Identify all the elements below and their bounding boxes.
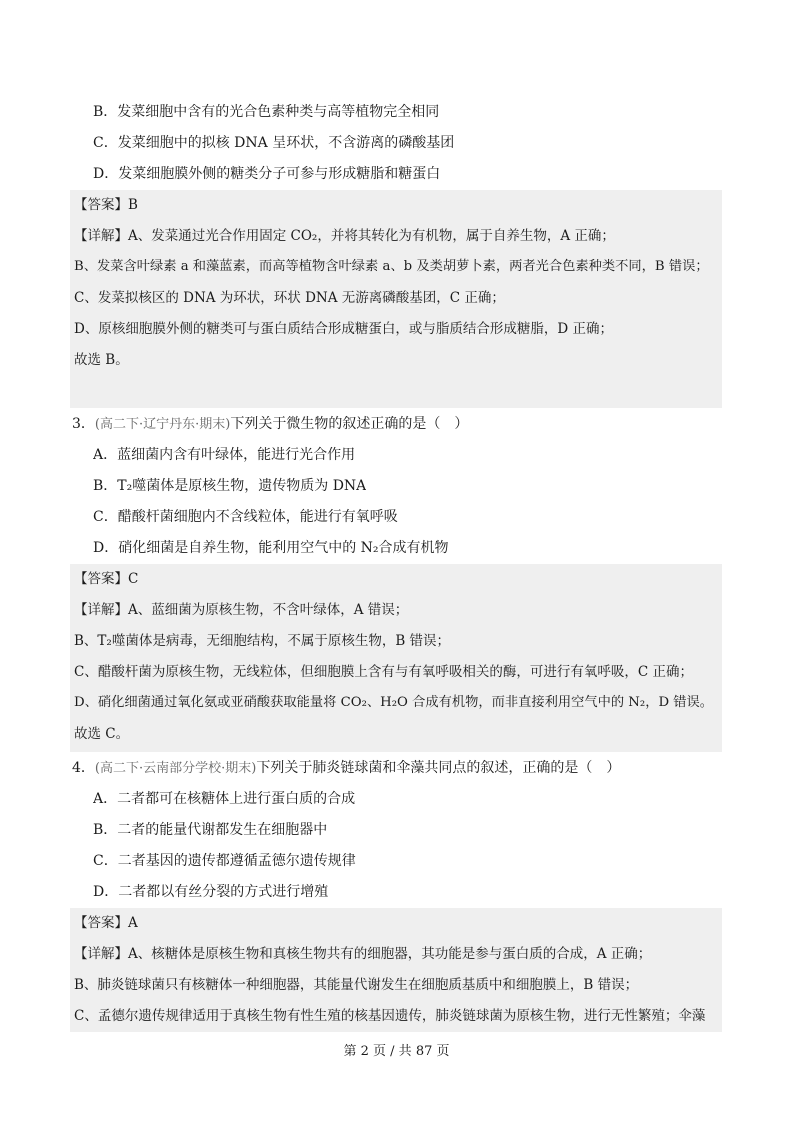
q3-source: (高二下·辽宁丹东·期末) [94,417,231,432]
q4-option-b: B．二者的能量代谢都发生在细胞器中 [93,822,328,838]
q2-detail-5: 故选 B。 [74,352,129,368]
q3-option-c: C．醋酸杆菌细胞内不含线粒体，能进行有氧呼吸 [93,509,398,525]
page-footer: 第 2 页 / 共 87 页 [343,1044,450,1059]
q4-option-a: A．二者都可在核糖体上进行蛋白质的合成 [93,791,356,807]
q3-option-b: B．T₂噬菌体是原核生物，遗传物质为 DNA [93,478,367,494]
q2-answer: 【答案】B [74,197,138,213]
q3-detail-1: 【详解】A、蓝细菌为原核生物，不含叶绿体，A 错误； [74,602,409,618]
q2-detail-2: B、发菜含叶绿素 a 和藻蓝素，而高等植物含叶绿素 a、b 及类胡萝卜素，两者光合色素种类不同，B 错误； [74,259,709,274]
q3-detail-5: 故选 C。 [74,726,130,742]
q3-stem: 下列关于微生物的叙述正确的是（ ） [230,416,469,432]
q3-detail-3: C、醋酸杆菌为原核生物，无线粒体，但细胞膜上含有与有氧呼吸相关的酶，可进行有氧呼吸，C 正确； [74,664,693,680]
q4-stem: 下列关于肺炎链球菌和伞藻共同点的叙述，正确的是（ ） [256,760,621,776]
q4-source: (高二下·云南部分学校·期末) [94,761,257,776]
q4-number: 4． [72,760,95,776]
q3-detail-2: B、T₂噬菌体是病毒，无细胞结构，不属于原核生物，B 错误； [74,633,451,649]
q3-number: 3． [72,416,95,432]
q2-detail-3: C、发菜拟核区的 DNA 为环状，环状 DNA 无游离磷酸基团，C 正确； [74,290,505,306]
q3-detail-4: D、硝化细菌通过氧化氨或亚硝酸获取能量将 CO₂、H₂O 合成有机物，而非直接利用空气中的 N₂，D 错误。 [74,695,714,710]
q2-detail-1: 【详解】A、发菜通过光合作用固定 CO₂，并将其转化为有机物，属于自养生物，A 正确； [74,228,615,244]
q3-option-a: A．蓝细菌内含有叶绿体，能进行光合作用 [93,447,356,463]
q4-option-d: D．二者都以有丝分裂的方式进行增殖 [93,884,329,900]
q2-answer-box [70,190,722,408]
q3-question [72,415,468,434]
q2-option-b: B．发菜细胞中含有的光合色素种类与高等植物完全相同 [93,104,440,120]
q4-option-c: C．二者基因的遗传都遵循孟德尔遗传规律 [93,853,356,869]
q2-option-d: D．发菜细胞膜外侧的糖类分子可参与形成糖脂和糖蛋白 [93,166,441,182]
q4-detail-2: B、肺炎链球菌只有核糖体一种细胞器，其能量代谢发生在细胞质基质中和细胞膜上，B 错误； [74,977,639,993]
q3-answer: 【答案】C [74,571,139,587]
q3-answer-box [70,564,722,752]
q4-answer-box [70,908,722,1032]
q4-detail-1: 【详解】A、核糖体是原核生物和真核生物共有的细胞器，其功能是参与蛋白质的合成，A 正确； [74,946,652,962]
q4-detail-3: C、孟德尔遗传规律适用于真核生物有性生殖的核基因遗传，肺炎链球菌为原核生物，进行无性繁殖；伞藻 [74,1008,706,1024]
q2-option-c: C．发菜细胞中的拟核 DNA 呈环状，不含游离的磷酸基团 [93,135,455,151]
q4-answer: 【答案】A [74,915,138,931]
q3-option-d: D．硝化细菌是自养生物，能利用空气中的 N₂合成有机物 [93,540,449,556]
q2-detail-4: D、原核细胞膜外侧的糖类可与蛋白质结合形成糖蛋白，或与脂质结合形成糖脂，D 正确； [74,321,613,337]
q4-question [72,759,620,778]
